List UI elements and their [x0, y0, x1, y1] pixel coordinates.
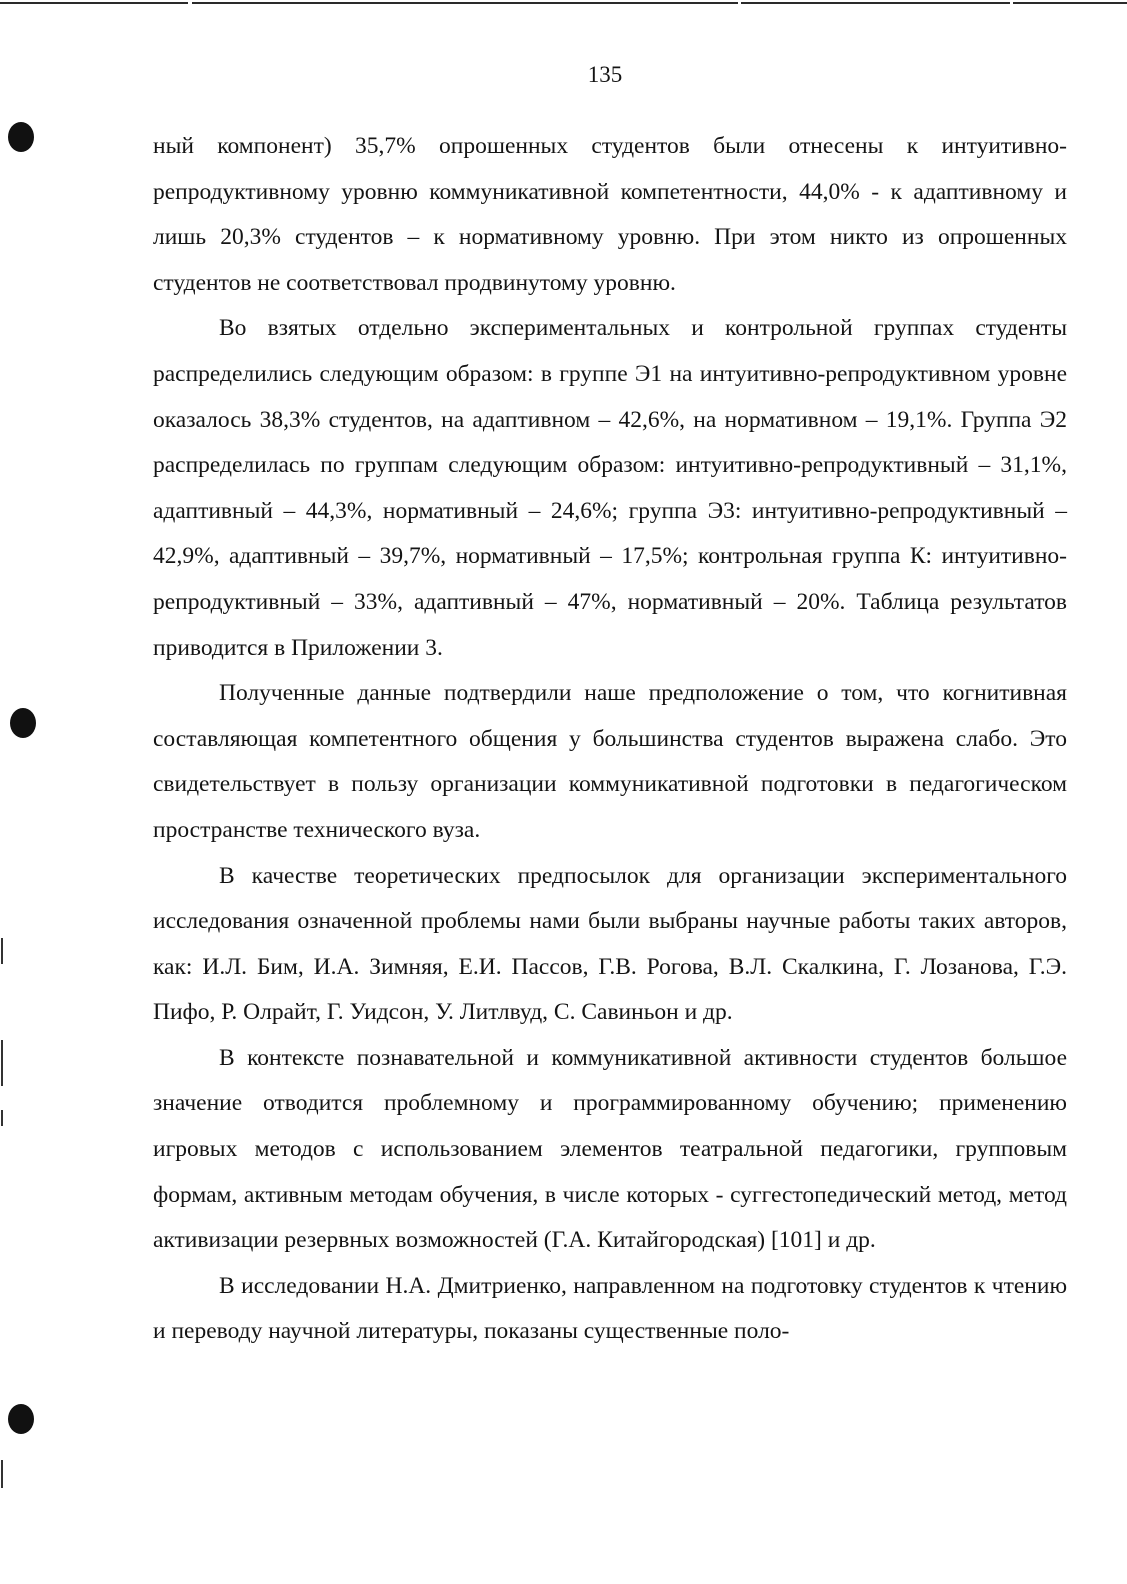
body-text: [153, 124, 1067, 1355]
paragraph: Полученные данные подтвердили наше предположение о том, что когнитивная составляющая компетентного общения у большинства студентов выражена слабо. Это свидетельствует в пользу организации коммуникативной подготовки в педагогическом пространстве технического вуза.: [153, 680, 1067, 843]
margin-scan-mark: [1, 1040, 3, 1086]
binding-hole-mark: [8, 1404, 34, 1434]
paragraph: В контексте познавательной и коммуникативной активности студентов большое значение отводится проблемному и программированному обучению; применению игровых методов с использованием элементов театральной педагогики, групповым формам, активным методам обучения, в числе которых - суггестопедический метод, метод активизации резервных возможностей (Г.А. Китайгородская) [101] и др.: [153, 1044, 1067, 1254]
margin-scan-mark: [1, 938, 3, 964]
margin-scan-mark: [1, 1110, 3, 1126]
paragraph: В исследовании Н.А. Дмитриенко, направленном на подготовку студентов к чтению и переводу научной литературы, показаны существенные поло-: [153, 1272, 1067, 1345]
margin-scan-mark: [1, 1460, 3, 1488]
page-number: 135: [587, 62, 623, 87]
binding-hole-mark: [10, 708, 36, 738]
binding-hole-mark: [8, 122, 34, 152]
top-scan-border: [0, 2, 1127, 4]
paragraph: В качестве теоретических предпосылок для организации экспериментального исследования означенной проблемы нами были выбраны научные работы таких авторов, как: И.Л. Бим, И.А. Зимняя, Е.И. Пассов, Г.В. Рогова, В.Л. Скалкина, Г. Лозанова, Г.Э. Пифо, Р. Олрайт, Г. Уидсон, У. Литлвуд, С. Савиньон и др.: [153, 862, 1067, 1026]
paragraph-continuation: ный компонент) 35,7% опрошенных студентов были отнесены к интуитивно-репродуктивному уровню коммуникативной компетентности, 44,0% - к адаптивному и лишь 20,3% студентов – к нормативному уровню. При этом никто из опрошенных студентов не соответствовал продвинутому уровню.: [153, 133, 1067, 296]
paragraph: Во взятых отдельно экспериментальных и контрольной группах студенты распределились следующим образом: в группе Э1 на интуитивно-репродуктивном уровне оказалось 38,3% студентов, на адаптивном – 42,6%, на нормативном – 19,1%. Группа Э2 распределилась по группам следующим образом: интуитивно-репродуктивный – 31,1%, адаптивный – 44,3%, нормативный – 24,6%; группа Э3: интуитивно-репродуктивный – 42,9%, адаптивный – 39,7%, нормативный – 17,5%; контрольная группа К: интуитивно-репродуктивный – 33%, адаптивный – 47%, нормативный – 20%. Таблица результатов приводится в Приложении 3.: [153, 315, 1067, 661]
